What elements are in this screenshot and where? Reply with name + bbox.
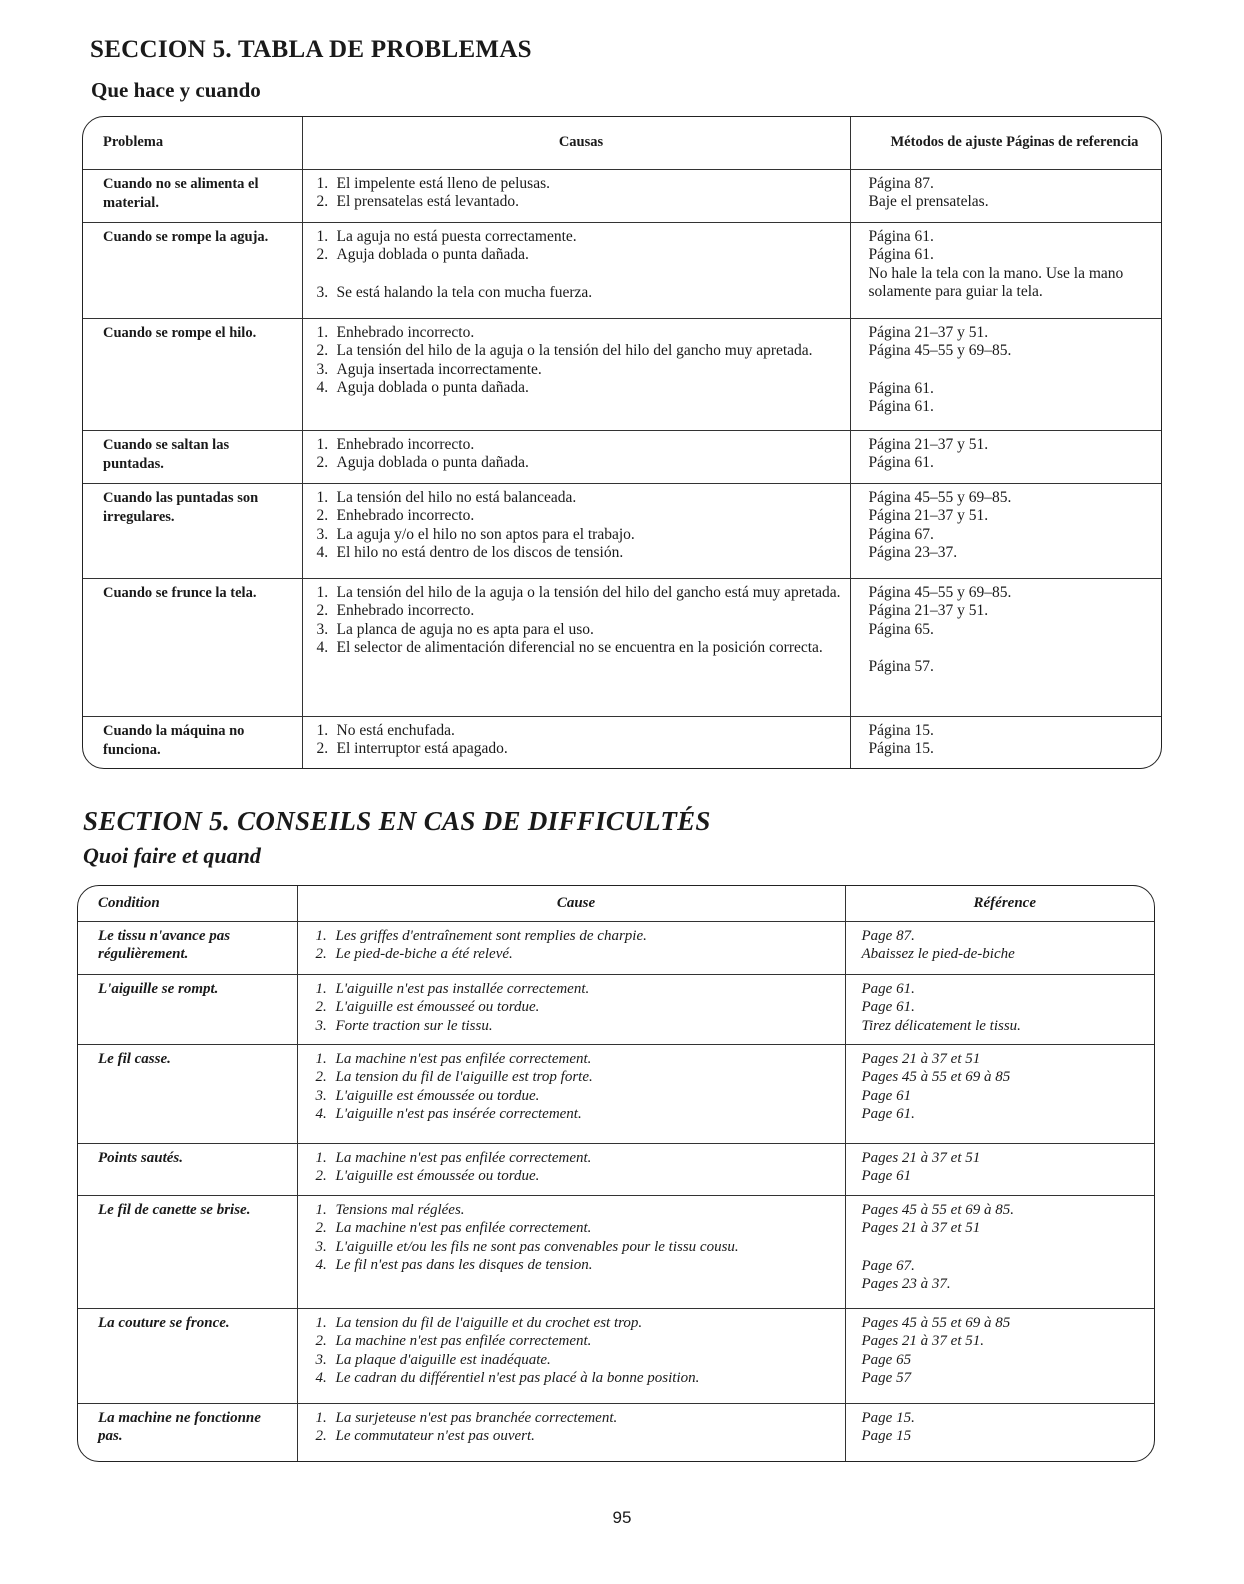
cause-item: 3. Aguja insertada incorrectamente. <box>316 360 542 378</box>
row-condition: La couture se fronce. <box>78 1308 297 1403</box>
cause-item: 1. Tensions mal réglées. <box>315 1201 465 1218</box>
cause-item: 4. Le fil n'est pas dans les disques de tension. <box>315 1257 593 1274</box>
reference-item: Página 61. <box>868 398 934 416</box>
cause-item: 1. La tensión del hilo no está balanceada. <box>316 488 577 506</box>
header-reference: Métodos de ajuste Páginas de referencia <box>850 117 1161 169</box>
cause-item: 2. Aguja doblada o punta dañada. <box>316 454 529 472</box>
table-row <box>83 483 1161 578</box>
row-causes <box>297 1308 845 1403</box>
row-references <box>845 1403 1154 1461</box>
table-row <box>78 1403 1154 1461</box>
table-row <box>83 716 1161 768</box>
row-condition: Le fil casse. <box>78 1044 297 1143</box>
page-number: 95 <box>612 1508 632 1527</box>
row-references <box>845 974 1154 1044</box>
french-section-subtitle: Quoi faire et quand <box>83 843 261 868</box>
row-condition: Cuando las puntadas son irregulares. <box>83 483 302 578</box>
row-references <box>850 430 1161 483</box>
reference-item: No hale la tela con la mano. Use la mano solamente para guiar la tela. <box>868 264 1124 301</box>
cause-item: 2. El prensatelas está levantado. <box>316 193 519 211</box>
row-causes <box>302 430 850 483</box>
reference-item: Baje el prensatelas. <box>868 193 989 211</box>
row-references <box>850 483 1161 578</box>
reference-item: Página 57. <box>868 658 934 676</box>
row-condition: Cuando se saltan las puntadas. <box>83 430 302 483</box>
row-references <box>850 578 1161 716</box>
table-row <box>83 578 1161 716</box>
header-cause: Cause <box>297 886 845 921</box>
table-row <box>78 974 1154 1044</box>
reference-item: Pages 23 à 37. <box>861 1276 951 1293</box>
table-row <box>83 430 1161 483</box>
table-row <box>83 169 1161 222</box>
cause-item: 1. La machine n'est pas enfilée correctement. <box>315 1149 592 1166</box>
reference-spacer <box>862 1238 1147 1257</box>
cause-item: 1. La aguja no está puesta correctamente. <box>316 227 577 245</box>
reference-item: Page 15. <box>861 1409 915 1426</box>
reference-item: Page 61. <box>861 1106 915 1123</box>
cause-item: 1. Enhebrado incorrecto. <box>316 435 475 453</box>
row-causes <box>297 921 845 974</box>
cause-item: 3. Se está halando la tela con mucha fuerza. <box>316 283 593 301</box>
cause-item: 4. Le cadran du différentiel n'est pas placé à la bonne position. <box>315 1370 700 1387</box>
row-condition: Cuando se rompe el hilo. <box>83 318 302 430</box>
spanish-section-subtitle: Que hace y cuando <box>91 78 261 102</box>
reference-item: Página 15. <box>868 721 934 739</box>
row-causes <box>302 483 850 578</box>
row-condition: Cuando la máquina no funciona. <box>83 716 302 768</box>
row-condition: Cuando no se alimenta el material. <box>83 169 302 222</box>
row-references <box>845 1308 1154 1403</box>
french-troubleshooting-table <box>77 885 1155 1462</box>
cause-item: 4. L'aiguille n'est pas insérée correctement. <box>315 1106 582 1123</box>
row-causes <box>302 318 850 430</box>
cause-item: 1. La surjeteuse n'est pas branchée correctement. <box>315 1409 618 1426</box>
row-references <box>850 716 1161 768</box>
table-row <box>83 318 1161 430</box>
header-causes: Causas <box>302 117 850 169</box>
row-causes <box>302 578 850 716</box>
cause-item: 2. L'aiguille est émousseé ou tordue. <box>315 999 540 1016</box>
cause-item: 4. El selector de alimentación diferencial no se encuentra en la posición correcta. <box>316 639 823 657</box>
row-causes <box>302 222 850 318</box>
cause-item: 2. La machine n'est pas enfilée correctement. <box>315 1220 592 1237</box>
spanish-section-title: SECCION 5. TABLA DE PROBLEMAS <box>90 36 532 63</box>
cause-item: 2. Le commutateur n'est pas ouvert. <box>315 1428 535 1445</box>
reference-item: Page 57 <box>861 1370 912 1387</box>
cause-item: 2. Enhebrado incorrecto. <box>316 507 475 525</box>
cause-item: 2. L'aiguille est émoussée ou tordue. <box>315 1168 540 1185</box>
cause-spacer <box>317 265 842 284</box>
reference-item: Página 61. <box>868 379 934 397</box>
table-row <box>78 1143 1154 1195</box>
reference-item: Página 15. <box>868 740 934 758</box>
table-row <box>78 1044 1154 1143</box>
reference-item: Page 67. <box>861 1257 915 1274</box>
reference-item: Página 65. <box>868 620 934 638</box>
reference-spacer <box>869 639 1154 658</box>
cause-item: 3. L'aiguille et/ou les fils ne sont pas convenables pour le tissu cousu. <box>315 1238 739 1255</box>
row-condition: Points sautés. <box>78 1143 297 1195</box>
reference-item: Página 21–37 y 51. <box>868 435 989 453</box>
reference-item: Página 21–37 y 51. <box>868 323 989 341</box>
cause-item: 2. La machine n'est pas enfilée correctement. <box>315 1333 592 1350</box>
reference-item: Pages 45 à 55 et 69 à 85. <box>861 1201 1014 1218</box>
reference-item: Tirez délicatement le tissu. <box>861 1017 1021 1034</box>
row-references <box>850 222 1161 318</box>
cause-item: 2. La tension du fil de l'aiguille est trop forte. <box>315 1069 593 1086</box>
table-row <box>78 921 1154 974</box>
cause-item: 1. Enhebrado incorrecto. <box>316 323 475 341</box>
reference-item: Página 23–37. <box>868 544 958 562</box>
row-causes <box>297 1044 845 1143</box>
cause-item: 1. Les griffes d'entraînement sont remplies de charpie. <box>315 927 647 944</box>
spanish-troubleshooting-table <box>82 116 1162 769</box>
row-references <box>845 1143 1154 1195</box>
cause-item: 2. Enhebrado incorrecto. <box>316 602 475 620</box>
cause-item: 3. La aguja y/o el hilo no son aptos para el trabajo. <box>316 525 635 543</box>
reference-item: Pages 21 à 37 et 51 <box>861 1220 981 1237</box>
reference-item: Página 87. <box>868 174 934 192</box>
reference-item: Page 15 <box>861 1428 912 1445</box>
reference-item: Página 45–55 y 69–85. <box>868 342 1012 360</box>
cause-item: 3. La planca de aguja no es apta para el uso. <box>316 620 594 638</box>
reference-item: Página 21–37 y 51. <box>868 602 989 620</box>
header-reference: Référence <box>845 886 1154 921</box>
row-causes <box>297 1195 845 1308</box>
table-row <box>78 1308 1154 1403</box>
cause-item: 1. No está enchufada. <box>316 721 455 739</box>
cause-item: 2. El interruptor está apagado. <box>316 740 508 758</box>
table-row <box>83 222 1161 318</box>
french-section-title: SECTION 5. CONSEILS EN CAS DE DIFFICULTÉS <box>83 806 711 836</box>
reference-item: Página 45–55 y 69–85. <box>868 583 1012 601</box>
reference-item: Pages 21 à 37 et 51 <box>861 1149 981 1166</box>
reference-item: Página 45–55 y 69–85. <box>868 488 1012 506</box>
reference-item: Page 65 <box>861 1351 912 1368</box>
cause-item: 4. Aguja doblada o punta dañada. <box>316 379 529 397</box>
row-condition: La machine ne fonctionne pas. <box>78 1403 297 1461</box>
reference-item: Page 87. <box>861 927 915 944</box>
row-references <box>850 318 1161 430</box>
cause-item: 4. El hilo no está dentro de los discos de tensión. <box>316 544 624 562</box>
table-header-row <box>78 886 1154 921</box>
reference-item: Página 61. <box>868 246 934 264</box>
table-header-row <box>83 117 1161 169</box>
row-references <box>845 921 1154 974</box>
reference-item: Pages 45 à 55 et 69 à 85 <box>861 1069 1011 1086</box>
row-condition: Cuando se rompe la aguja. <box>83 222 302 318</box>
cause-item: 2. Aguja doblada o punta dañada. <box>316 246 529 264</box>
reference-item: Página 21–37 y 51. <box>868 507 989 525</box>
cause-item: 3. Forte traction sur le tissu. <box>315 1017 493 1034</box>
reference-item: Page 61 <box>861 1168 912 1185</box>
row-references <box>845 1044 1154 1143</box>
reference-item: Page 61. <box>861 999 915 1016</box>
row-causes <box>297 974 845 1044</box>
row-causes <box>297 1403 845 1461</box>
cause-item: 3. L'aiguille est émoussée ou tordue. <box>315 1087 540 1104</box>
cause-item: 2. Le pied-de-biche a été relevé. <box>315 946 513 963</box>
cause-item: 1. L'aiguille n'est pas installée correctement. <box>315 980 590 997</box>
table-row <box>78 1195 1154 1308</box>
row-condition: L'aiguille se rompt. <box>78 974 297 1044</box>
row-condition: Le tissu n'avance pas régulièrement. <box>78 921 297 974</box>
cause-item: 1. El impelente está lleno de pelusas. <box>316 174 550 192</box>
reference-item: Page 61 <box>861 1087 912 1104</box>
reference-item: Page 61. <box>861 980 915 997</box>
reference-item: Página 67. <box>868 525 934 543</box>
header-problem: Problema <box>83 117 302 169</box>
cause-item: 1. La machine n'est pas enfilée correctement. <box>315 1050 592 1067</box>
row-causes <box>297 1143 845 1195</box>
row-causes <box>302 716 850 768</box>
row-references <box>845 1195 1154 1308</box>
reference-item: Pages 21 à 37 et 51 <box>861 1050 981 1067</box>
row-causes <box>302 169 850 222</box>
cause-item: 2. La tensión del hilo de la aguja o la tensión del hilo del gancho muy apretada. <box>316 342 813 360</box>
reference-item: Pages 21 à 37 et 51. <box>861 1333 984 1350</box>
header-condition: Condition <box>78 886 297 921</box>
row-condition: Le fil de canette se brise. <box>78 1195 297 1308</box>
row-condition: Cuando se frunce la tela. <box>83 578 302 716</box>
row-references <box>850 169 1161 222</box>
cause-item: 1. La tensión del hilo de la aguja o la tensión del hilo del gancho está muy apretada. <box>316 583 841 601</box>
reference-spacer <box>869 361 1154 380</box>
cause-item: 1. La tension du fil de l'aiguille et du crochet est trop. <box>315 1314 643 1331</box>
reference-item: Abaissez le pied-de-biche <box>861 946 1015 963</box>
reference-item: Página 61. <box>868 454 934 472</box>
reference-item: Página 61. <box>868 227 934 245</box>
cause-item: 3. La plaque d'aiguille est inadéquate. <box>315 1351 551 1368</box>
reference-item: Pages 45 à 55 et 69 à 85 <box>861 1314 1011 1331</box>
